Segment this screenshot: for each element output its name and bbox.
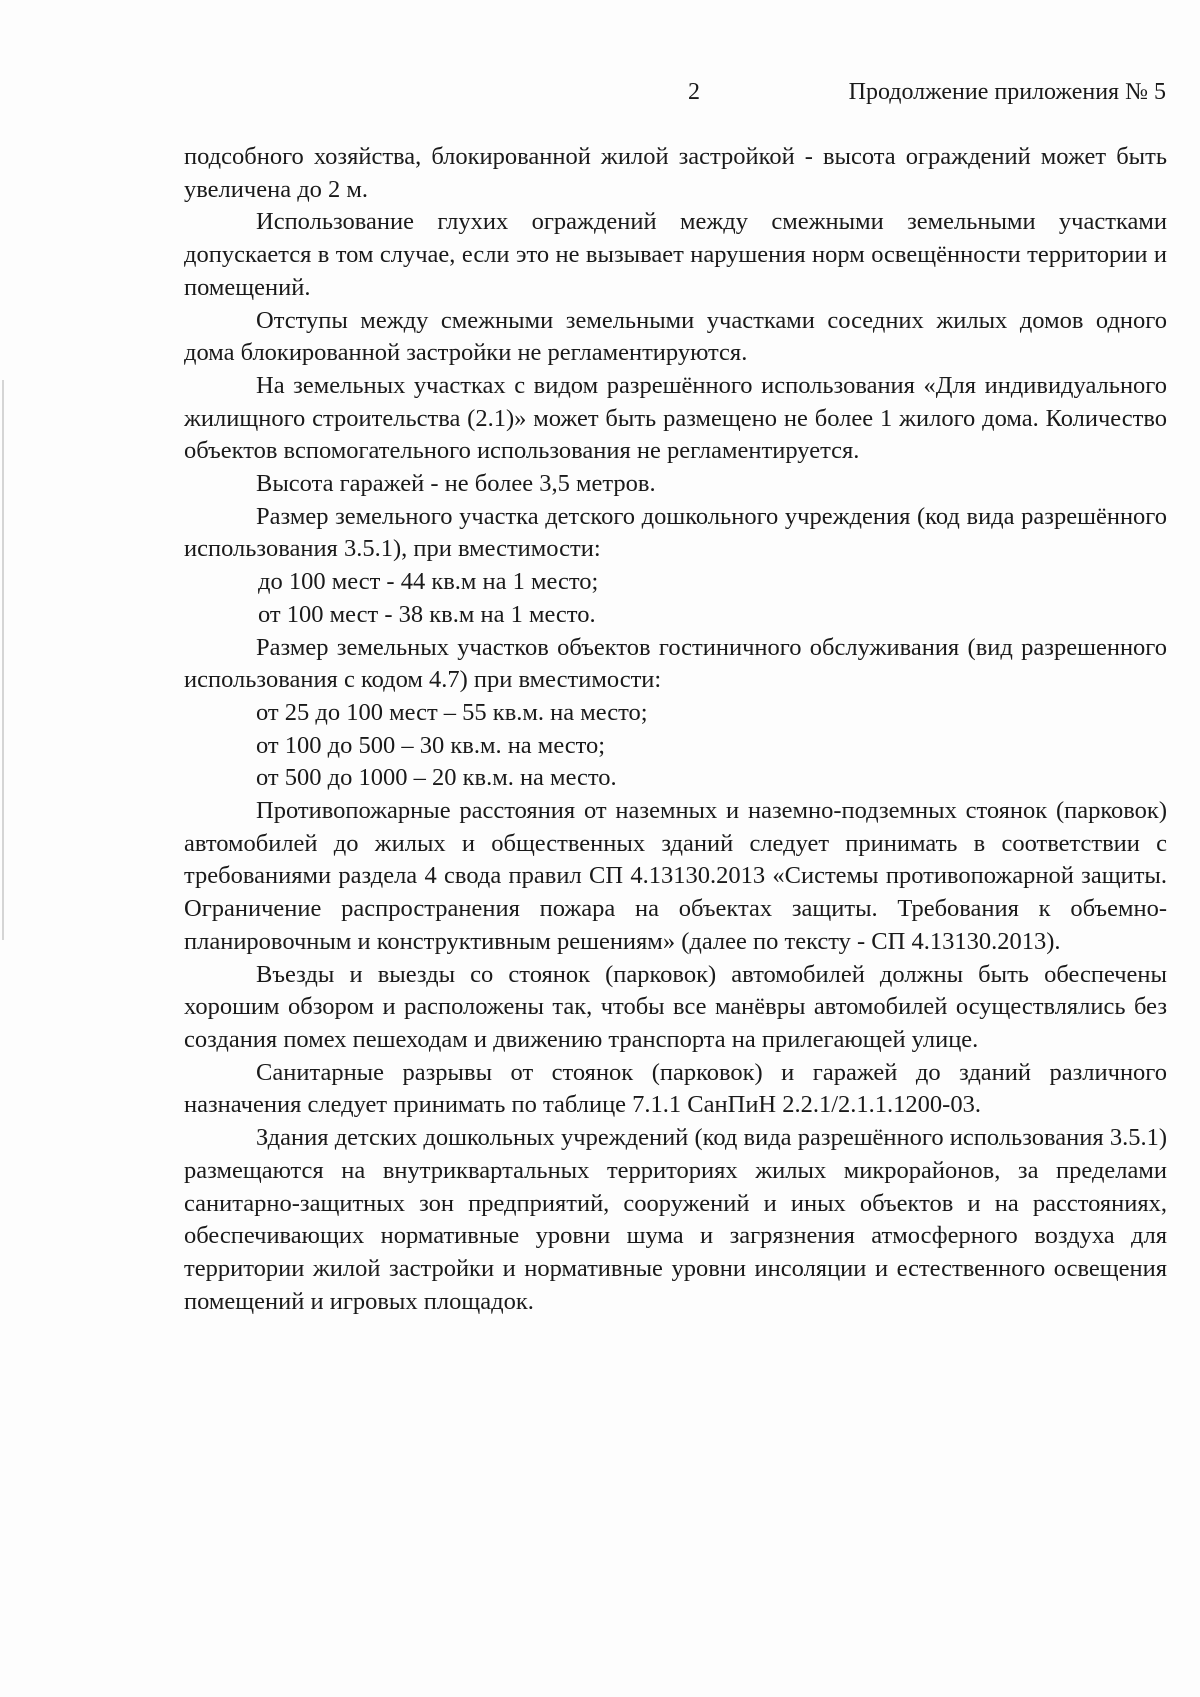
paragraph-fire-distances: Противопожарные расстояния от наземных и наземно-подземных стоянок (парковок) автомобилей до жилых и общественных зданий следует принимать в соответствии с требованиями раздела 4 свода правил СП 4.13130.2013 «Системы противопожарной защиты. Ограничение распространения пожара на объектах защиты. Требования к объемно- планировочным и конструктивным решениям» (далее по тексту - СП 4.13130.2013). bbox=[184, 797, 1167, 955]
appendix-continuation-title: Продолжение приложения № 5 bbox=[848, 79, 1166, 105]
paragraph-fence-height: подсобного хозяйства, блокированной жилой застройкой - высота ограждений может быть увеличена до 2 м. bbox=[184, 143, 1167, 203]
list-item-kindergarten-up-to-100: до 100 мест - 44 кв.м на 1 место; bbox=[258, 568, 599, 596]
list-item-hotel-100-500: от 100 до 500 – 30 кв.м. на место; bbox=[256, 731, 606, 759]
paragraph-solid-fences: Использование глухих ограждений между смежными земельными участками допускается в том случае, если это не вызывает нарушения норм освещённости территории и помещений. bbox=[184, 208, 1167, 301]
paragraph-kindergarten-plot-size: Размер земельного участка детского дошкольного учреждения (код вида разрешённого использования 3.5.1), при вместимости: bbox=[184, 502, 1167, 563]
paragraph-garage-height: Высота гаражей - не более 3,5 метров. bbox=[256, 470, 656, 498]
paragraph-kindergarten-placement: Здания детских дошкольных учреждений (код вида разрешённого использования 3.5.1) размещаются на внутриквартальных территориях жилых микрорайонов, за пределами санитарно-защитных зон предприятий, сооружений и иных объектов и на расстояниях, обеспечивающих нормативные уровни шума и загрязнения атмосферного воздуха для территории жилой застройки и нормативные уровни инсоляции и естественного освещения помещений и игровых площадок. bbox=[184, 1124, 1167, 1315]
paragraph-parking-entrances: Въезды и выезды со стоянок (парковок) автомобилей должны быть обеспечены хорошим обзором и расположены так, чтобы все манёвры автомобилей осуществлялись без создания помех пешеходам и движению транспорта на прилегающей улице. bbox=[184, 960, 1167, 1053]
paragraph-individual-housing: На земельных участках с видом разрешённого использования «Для индивидуального жилищного строительства (2.1)» может быть размещено не более 1 жилого дома. Количество объектов вспомогательного использования не регламентируется. bbox=[184, 371, 1167, 465]
page-number: 2 bbox=[688, 79, 700, 105]
list-item-hotel-25-100: от 25 до 100 мест – 55 кв.м. на место; bbox=[256, 698, 648, 726]
page-header bbox=[0, 72, 1200, 112]
paragraph-sanitary-gaps: Санитарные разрывы от стоянок (парковок) и гаражей до зданий различного назначения следует принимать по таблице 7.1.1 СанПиН 2.2.1/2.1.1.1200-03. bbox=[184, 1058, 1167, 1119]
paragraph-hotel-plot-size: Размер земельных участков объектов гостиничного обслуживания (вид разрешенного использования с кодом 4.7) при вместимости: bbox=[184, 633, 1167, 694]
scan-artifact-left-edge bbox=[2, 380, 4, 940]
list-item-hotel-500-1000: от 500 до 1000 – 20 кв.м. на место. bbox=[256, 764, 617, 792]
paragraph-setbacks: Отступы между смежными земельными участками соседних жилых домов одного дома блокированной застройки не регламентируются. bbox=[184, 306, 1167, 367]
list-item-kindergarten-from-100: от 100 мест - 38 кв.м на 1 место. bbox=[258, 600, 596, 628]
document-body bbox=[184, 141, 1167, 1318]
